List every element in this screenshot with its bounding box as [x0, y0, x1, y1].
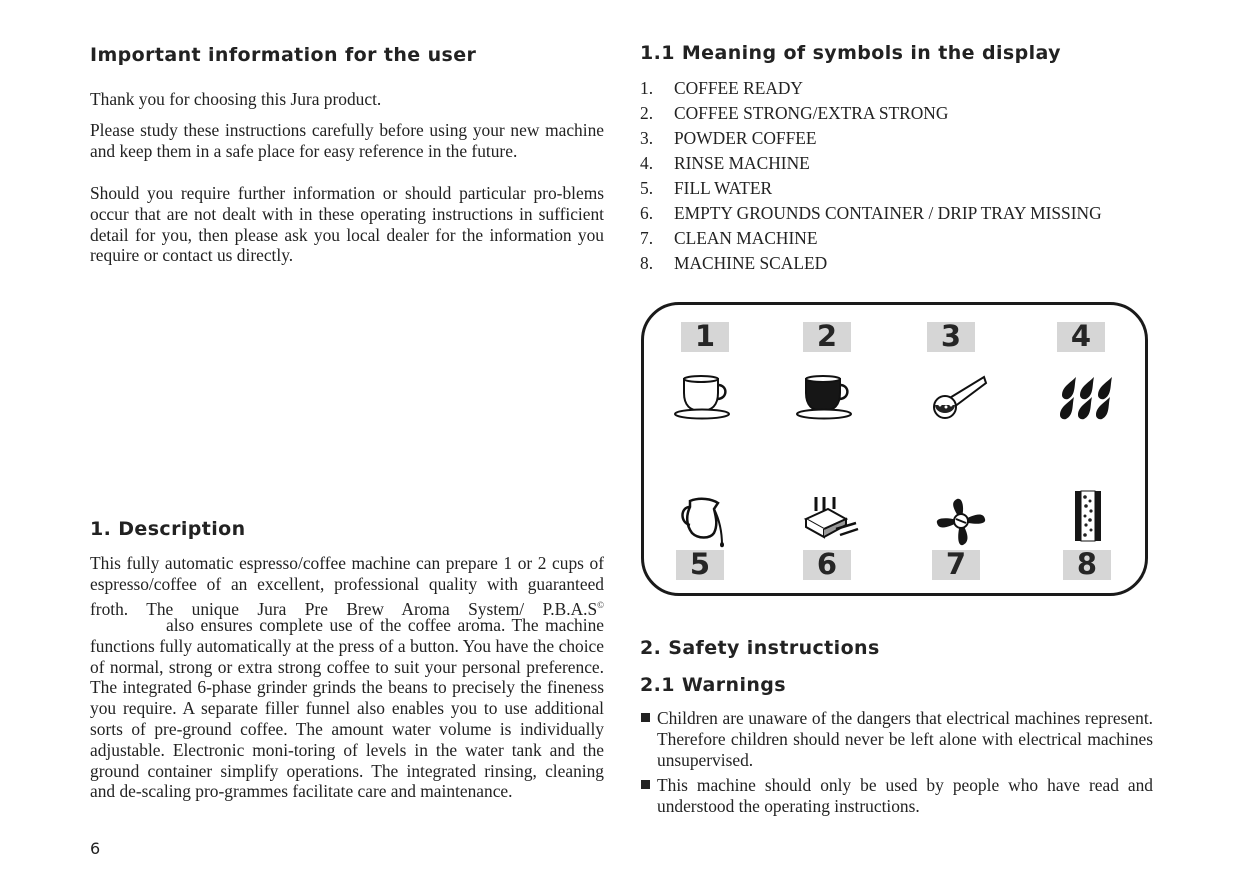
list-item-label: POWDER COFFEE	[674, 128, 817, 148]
powder-scoop-icon	[926, 371, 990, 427]
further-info-paragraph: Should you require further information or should particular pro-blems occur that are not dealt with in these operating instructions in sufficient detail for you, then please ask you local dealer for the information you require or contact us directly.	[90, 183, 604, 266]
list-item	[640, 101, 1200, 126]
list-item	[640, 226, 1200, 251]
list-item	[640, 775, 1153, 817]
rinse-drops-icon	[1054, 371, 1118, 427]
water-jug-icon	[674, 495, 738, 551]
bullet-square-icon	[641, 780, 650, 789]
list-item-label: RINSE MACHINE	[674, 153, 810, 173]
badge-1: 1	[681, 322, 729, 352]
list-item-number: 3.	[640, 128, 654, 148]
list-item	[640, 76, 1200, 101]
copyright-mark: ©	[597, 599, 604, 610]
list-item-number: 4.	[640, 153, 654, 173]
badge-5: 5	[676, 550, 724, 580]
list-item-number: 1.	[640, 78, 654, 98]
badge-6: 6	[803, 550, 851, 580]
display-panel	[641, 302, 1148, 596]
list-item-number: 7.	[640, 228, 654, 248]
badge-4: 4	[1057, 322, 1105, 352]
scale-icon	[1057, 487, 1121, 543]
list-item-number: 6.	[640, 203, 654, 223]
page-number: 6	[90, 839, 101, 858]
list-item-label: COFFEE READY	[674, 78, 803, 98]
grounds-container-icon	[800, 495, 864, 551]
list-item-number: 2.	[640, 103, 654, 123]
warning-text: Children are unaware of the dangers that electrical machines represent. Therefore children should never be left alone with electrical machines unsupervised.	[657, 708, 1153, 770]
warning-text: This machine should only be used by people who have read and understood the operating instructions.	[657, 775, 1153, 817]
list-item-number: 5.	[640, 178, 654, 198]
symbols-list	[640, 76, 1200, 276]
list-item	[640, 201, 1200, 226]
description-heading: 1. Description	[90, 518, 246, 540]
badge-8: 8	[1063, 550, 1111, 580]
bullet-square-icon	[641, 713, 650, 722]
important-info-heading: Important information for the user	[90, 44, 477, 66]
list-item-label: EMPTY GROUNDS CONTAINER / DRIP TRAY MISSING	[674, 203, 1102, 223]
list-item	[640, 176, 1200, 201]
clean-tablet-icon	[929, 495, 993, 551]
description-text-a: This fully automatic espresso/coffee machine can prepare 1 or 2 cups of espresso/coffee of an excellent, professional quality with guaranteed froth. The unique Jura Pre Brew Aroma System/ P.B.A.S	[90, 553, 604, 619]
strong-cup-icon	[796, 371, 860, 427]
symbols-heading: 1.1 Meaning of symbols in the display	[640, 42, 1061, 64]
badge-3: 3	[927, 322, 975, 352]
thank-you-paragraph: Thank you for choosing this Jura product.	[90, 89, 382, 109]
list-item	[640, 251, 1200, 276]
list-item	[640, 708, 1153, 770]
warnings-heading: 2.1 Warnings	[640, 674, 787, 696]
list-item	[640, 151, 1200, 176]
badge-7: 7	[932, 550, 980, 580]
list-item-label: COFFEE STRONG/EXTRA STRONG	[674, 103, 949, 123]
list-item	[640, 126, 1200, 151]
list-item-number: 8.	[640, 253, 654, 273]
badge-2: 2	[803, 322, 851, 352]
cup-icon	[674, 371, 738, 427]
list-item-label: CLEAN MACHINE	[674, 228, 818, 248]
safety-heading: 2. Safety instructions	[640, 637, 880, 659]
study-instructions-paragraph: Please study these instructions carefully before using your new machine and keep them in a safe place for easy reference in the future.	[90, 120, 604, 161]
list-item-label: FILL WATER	[674, 178, 773, 198]
list-item-label: MACHINE SCALED	[674, 253, 828, 273]
description-paragraph-rest: also ensures complete use of the coffee aroma. The machine functions fully automatically at the press of a button. You have the choice of normal, strong or extra strong coffee to suit your personal preference. The integrated 6-phase grinder grinds the beans to precisely the fineness you require. A separate filler funnel also enables you to use additional sorts of pre-ground coffee. The amount water volume is individually adjustable. Electronic moni-toring of levels in the water tank and the ground container simplify operations. The integrated rinsing, cleaning and de-scaling pro-grammes facilitate care and maintenance.	[90, 615, 604, 802]
warnings-list	[640, 708, 1153, 822]
